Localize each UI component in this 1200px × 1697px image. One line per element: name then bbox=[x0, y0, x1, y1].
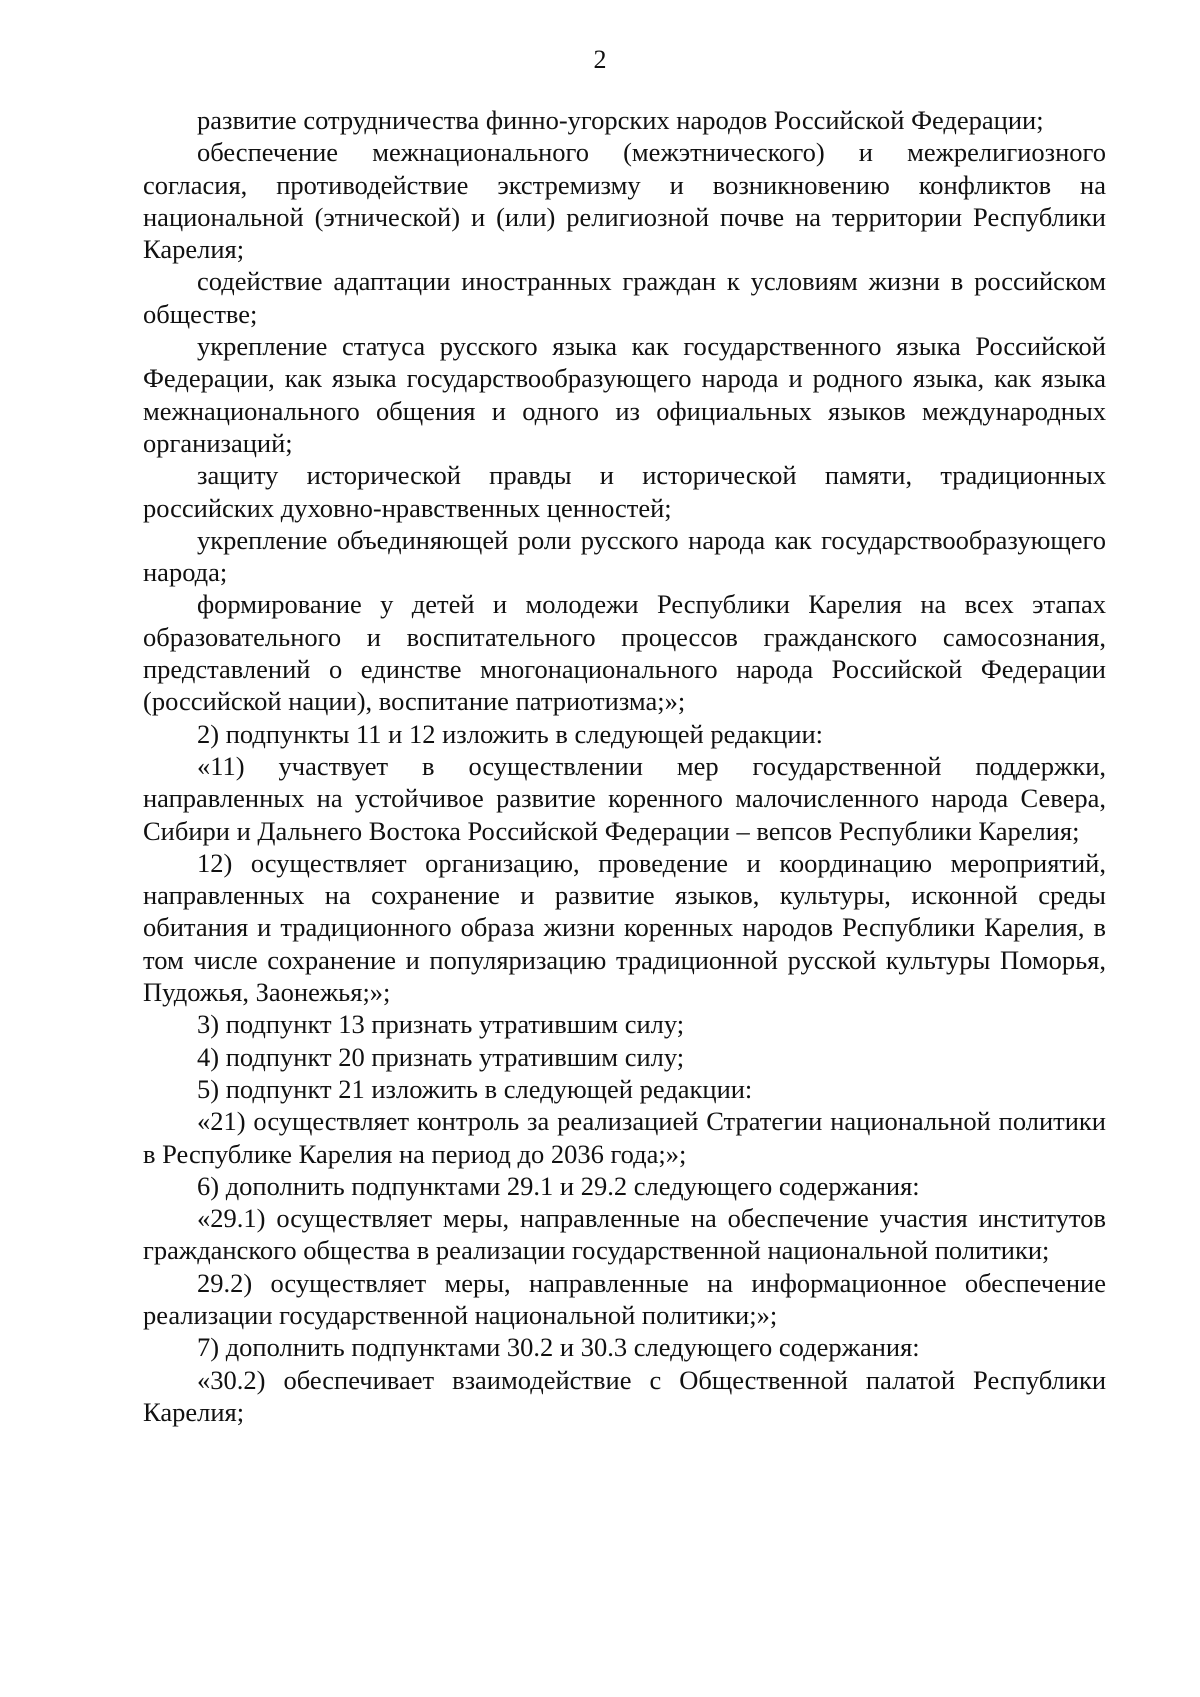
paragraph-unifying-role: укрепление объединяющей роли русского народа как государствообразующего народа; bbox=[143, 524, 1106, 588]
paragraph-item-6: 6) дополнить подпунктами 29.1 и 29.2 следующего содержания: bbox=[197, 1170, 920, 1201]
paragraph-subitem-29-1: «29.1) осуществляет меры, направленные на обеспечение участия институтов гражданского общества в реализации государственной национальной политики; bbox=[143, 1203, 1106, 1266]
paragraph-subitem-30-2: «30.2) обеспечивает взаимодействие с Общественной палатой Республики Карелия; bbox=[143, 1364, 1106, 1427]
paragraph-subitem-21: «21) осуществляет контроль за реализацией Стратегии национальной политики в Республике Карелия на период до 2036 года;»; bbox=[143, 1106, 1106, 1169]
paragraph-subitem-12: 12) осуществляет организацию, проведение и координацию мероприятий, направленных на сохранение и развитие языков, культуры, исконной среды обитания и традиционного образа жизни коренных народов Республики Карелия, в том числе сохранение и популяризацию традиционной русской культуры Поморья, Пудожья, Заонежья;»; bbox=[143, 847, 1106, 1008]
paragraph-subitem-29-2: 29.2) осуществляет меры, направленные на информационное обеспечение реализации государственной национальной политики;»; bbox=[143, 1267, 1106, 1330]
paragraph-historical-truth: защиту исторической правды и исторической памяти, традиционных российских духовно-нравственных ценностей; bbox=[143, 460, 1106, 523]
paragraph-item-2: 2) подпункты 11 и 12 изложить в следующей редакции: bbox=[197, 718, 824, 749]
paragraph-finno-ugric-cooperation: развитие сотрудничества финно-угорских народов Российской Федерации; bbox=[197, 105, 1044, 135]
paragraph-russian-language-status: укрепление статуса русского языка как государственного языка Российской Федерации, как языка государствообразующего народа и родного языка, как языка межнационального общения и одного из официальных языков международных организаций; bbox=[143, 331, 1106, 458]
paragraph-item-5: 5) подпункт 21 изложить в следующей редакции: bbox=[197, 1073, 753, 1104]
page-number: 2 bbox=[593, 45, 607, 74]
paragraph-interethnic-accord: обеспечение межнационального (межэтнического) и межрелигиозного согласия, противодействие экстремизму и возникновению конфликтов на национальной (этнической) и (или) религиозной почве на территории Республики Карелия; bbox=[143, 137, 1106, 265]
document-body bbox=[143, 104, 1106, 1428]
paragraph-item-7: 7) дополнить подпунктами 30.2 и 30.3 следующего содержания: bbox=[197, 1332, 920, 1363]
paragraph-foreigner-adaptation: содействие адаптации иностранных граждан к условиям жизни в российском обществе; bbox=[143, 266, 1106, 329]
paragraph-item-4: 4) подпункт 20 признать утратившим силу; bbox=[197, 1041, 685, 1072]
paragraph-item-3: 3) подпункт 13 признать утратившим силу; bbox=[197, 1009, 685, 1040]
paragraph-subitem-11: «11) участвует в осуществлении мер государственной поддержки, направленных на устойчивое развитие коренного малочисленного народа Севера, Сибири и Дальнего Востока Российской Федерации – вепсов Республики Карелия; bbox=[143, 750, 1106, 846]
paragraph-youth-civic-identity: формирование у детей и молодежи Республики Карелия на всех этапах образовательного и воспитательного процессов гражданского самосознания, представлений о единстве многонационального народа Российской Федерации (российской нации), воспитание патриотизма;»; bbox=[143, 589, 1106, 717]
